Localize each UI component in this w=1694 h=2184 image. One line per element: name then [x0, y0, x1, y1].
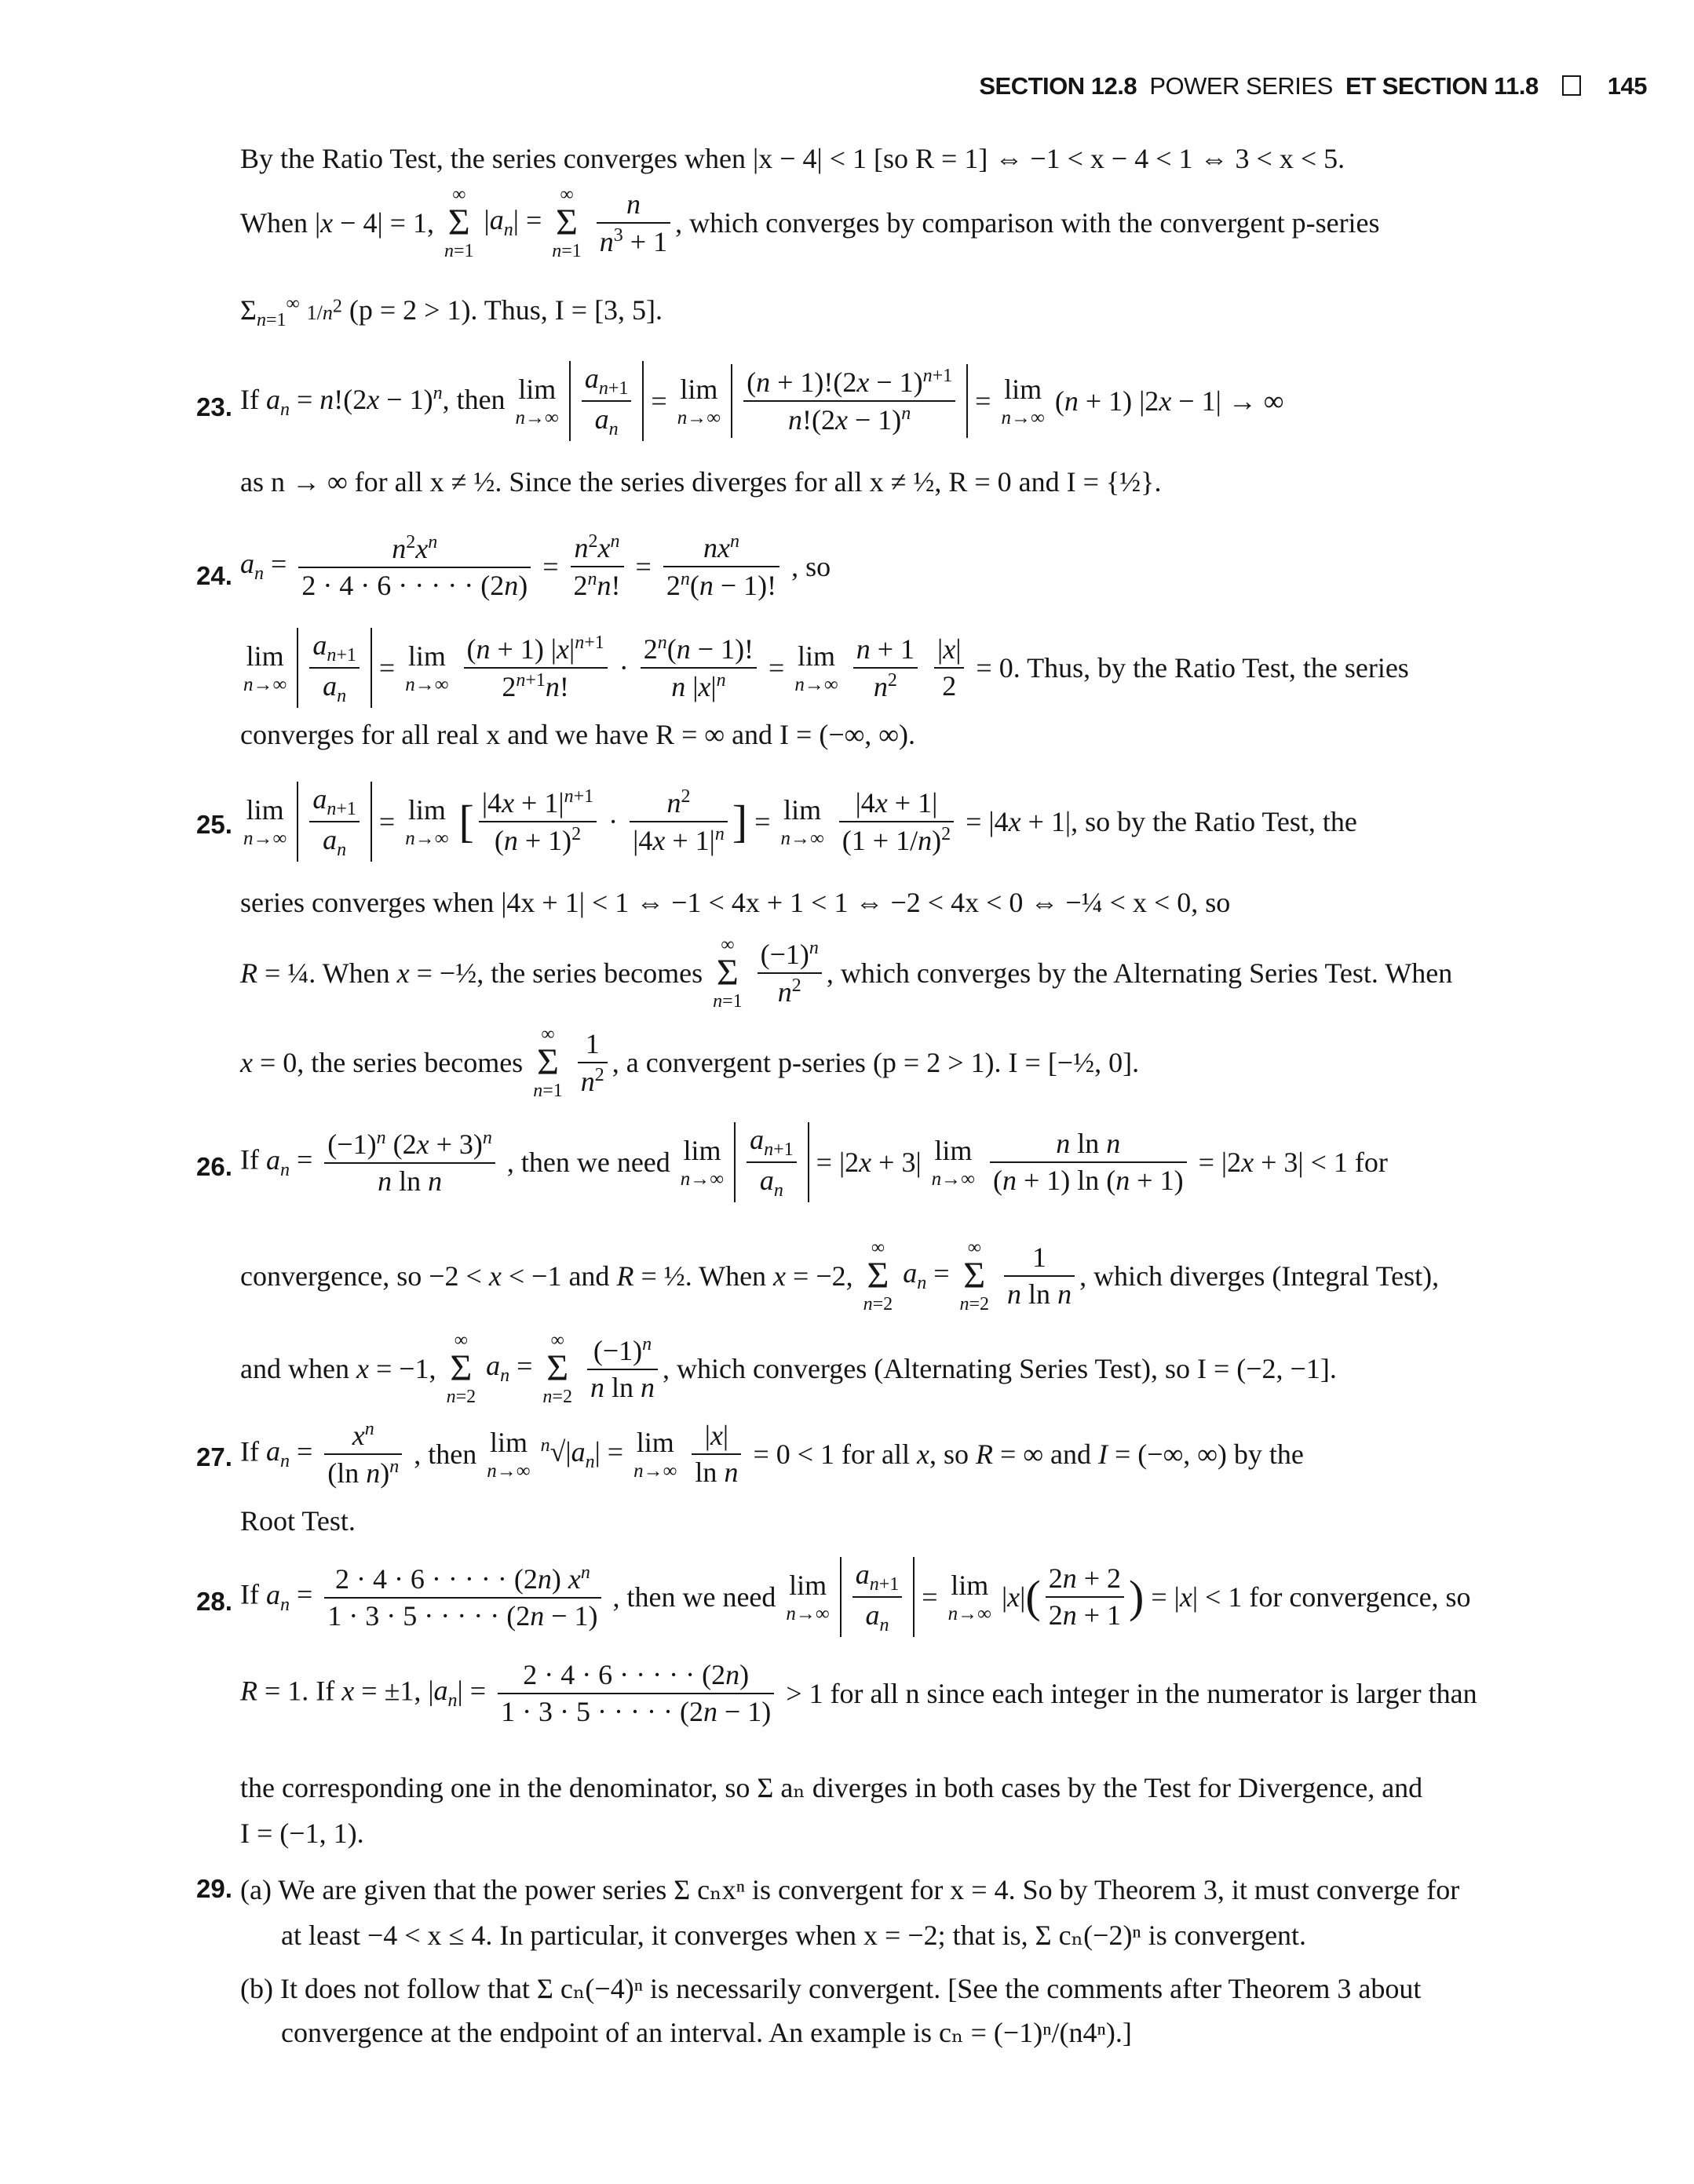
text-fragment: which diverges (Integral Test),	[1093, 1260, 1440, 1292]
text-fragment: which converges by the Alternating Series Test. When	[840, 957, 1453, 989]
fraction: $\frac{(-1)^n}{n^2}$	[758, 936, 822, 1010]
limit: lim n→∞	[786, 1569, 830, 1624]
sum-symbol: ∞ Σ n=1	[533, 1024, 563, 1101]
text-line: (a) We are given that the power series Σ cₙxⁿ is convergent for x = 4. So by Theorem 3, it must converge for	[240, 1874, 1460, 1905]
text-fragment: > 1 for all n since each integer in the numerator is larger than	[786, 1678, 1477, 1709]
limit: lim n→∞	[931, 1134, 975, 1190]
abs-value: $\frac{(n + 1)!(2x - 1)^{n+1}}{n!(2x - 1)^n}$	[731, 364, 968, 438]
text-line: By the Ratio Test, the series converges when |x − 4| < 1 [so R = 1] ⇔ −1 < x − 4 < 1 ⇔ 3 < x < 5.	[240, 143, 1345, 174]
problem-number: 29.	[196, 1874, 232, 1903]
text-line: I = (−1, 1).	[240, 1818, 364, 1849]
abs-value: $\frac{a_{n+1}}{a_n}$	[297, 628, 372, 708]
fraction: $\frac{1}{\text{n ln n}}$	[1004, 1240, 1075, 1312]
text-line: series converges when |4x + 1| < 1 ⇔ −1 < 4x + 1 < 1 ⇔ −2 < 4x < 0 ⇔ −¼ < x < 0, so	[240, 887, 1231, 918]
text-line: (b) It does not follow that Σ cₙ(−4)ⁿ is necessarily convergent. [See the comments after Theorem 3 about	[240, 1973, 1422, 2004]
sum-symbol: ∞ Σ n=1	[713, 935, 743, 1012]
fraction: $\frac{|4x + 1|^{n+1}}{(n + 1)^2}$	[479, 785, 597, 859]
formula-line: and when x = −1, ∞ Σ n=2 $a_n$ = ∞ Σ n=2 $\frac{(-1)^n}{\text{n ln n}}$ , which converges (Alternating Series Test), so I = (−2, −1].	[240, 1330, 1337, 1407]
text-fragment: which converges by comparison with the convergent p-series	[689, 207, 1380, 239]
formula-line: If $a_n$ = $\frac{2 \cdot 4 \cdot 6 \cdot \cdot \cdot \cdot \cdot (2n) x^n}{1 \cdot 3 \cdot 5 \cdot \cdot \cdot \cdot \cdot (2n - 1)}$ , then we need lim n→∞ $\frac{a_{n+1}}{a_n}$ = lim n→∞ |x|( $\frac{2n + 2}{2n + 1}$ ) = |x| < 1 for convergence, so	[240, 1559, 1471, 1636]
fraction: $\frac{|x|}{\text{ln n}}$	[692, 1418, 741, 1490]
formula-line: When |x − 4| = 1, ∞ Σ n=1 $|a_n|$ = ∞ Σ n=1 $\frac{n}{n^3 + 1}$ , which converges by comparison with the convergent p-series	[240, 184, 1380, 261]
text-fragment: a convergent p-series (p = 2 > 1). I = [−½, 0].	[626, 1047, 1140, 1078]
text-fragment: which converges (Alternating Series Test), so I = (−2, −1].	[676, 1353, 1337, 1384]
text-line: at least −4 < x ≤ 4. In particular, it converges when x = −2; that is, Σ cₙ(−2)ⁿ is convergent.	[281, 1920, 1307, 1951]
text-line: the corresponding one in the denominator, so Σ aₙ diverges in both cases by the Test for Divergence, and	[240, 1772, 1423, 1803]
problem-number: 24.	[196, 561, 232, 590]
text-fragment: (p = 2 > 1). Thus, I = [3, 5].	[349, 294, 663, 326]
fraction: $\frac{2 \cdot 4 \cdot 6 \cdot \cdot \cdot \cdot \cdot (2n)}{1 \cdot 3 \cdot 5 \cdot \cdot \cdot \cdot \cdot (2n - 1)}$	[498, 1657, 774, 1730]
et-section-label: ET SECTION 11.8	[1345, 72, 1539, 100]
formula-line: $\Sigma_{n=1}^\infty$ $1/n^2$ (p = 2 > 1). Thus, I = [3, 5].	[240, 294, 663, 331]
fraction: $\frac{n}{n^3 + 1}$	[597, 187, 670, 260]
formula-line: R = 1. If x = ±1, $|a_n|$ = $\frac{2 \cdot 4 \cdot 6 \cdot \cdot \cdot \cdot \cdot (2n)}{1 \cdot 3 \cdot 5 \cdot \cdot \cdot \cdot \cdot (2n - 1)}$ > 1 for all n since each integer in the numerator is larger than	[240, 1657, 1477, 1730]
fraction: $\frac{x^n}{(\ln n)^n}$	[324, 1417, 402, 1491]
limit: lim n→∞	[1001, 373, 1045, 428]
text-line: convergence at the endpoint of an interval. An example is cₙ = (−1)ⁿ/(n4ⁿ).]	[281, 2017, 1132, 2048]
fraction: $\frac{(-1)^n}{\text{n ln n}}$	[587, 1333, 658, 1406]
fraction: $\frac{2n + 2}{2n + 1}$	[1046, 1561, 1124, 1633]
formula-line: lim n→∞ $\frac{a_{n+1}}{a_n}$ = lim n→∞ [ $\frac{|4x + 1|^{n+1}}{(n + 1)^2}$ · $\frac{n^2}{|4x + 1|^n}$ ] = lim n→∞ $\frac{|4x + 1|}{(1 + 1/n)^2}$ = |4x + 1|, so by the Ratio Test, the	[243, 783, 1357, 861]
abs-value: $\frac{a_{n+1}}{a_n}$	[734, 1122, 809, 1202]
formula-line: x = 0, the series becomes ∞ Σ n=1 $\frac{1}{n^2}$ , a convergent p-series (p = 2 > 1). I = [−½, 0].	[240, 1024, 1140, 1101]
problem-number: 26.	[196, 1152, 232, 1181]
fraction: $\frac{nx^n}{2^n(n - 1)!}$	[663, 530, 779, 603]
formula-line: If $a_n$ = $\frac{(-1)^n (2x + 3)^n}{\text{n ln n}}$ , then we need lim n→∞ $\frac{a_{n+1}}{a_n}$ = |2x + 3| lim n→∞ $\frac{\text{n ln n}}{(n + 1) \ln (n + 1)}$ = |2x + 3| < 1 for	[240, 1124, 1388, 1201]
limit: lim n→∞	[794, 640, 838, 695]
problem-number: 23.	[196, 392, 232, 421]
fraction: $\frac{2^n(n - 1)!}{n |x|^n}$	[641, 631, 757, 705]
abs-value: $\frac{a_{n+1}}{a_n}$	[297, 782, 372, 862]
limit: lim n→∞	[947, 1569, 991, 1624]
problem-number: 28.	[196, 1587, 232, 1616]
formula-line: lim n→∞ $\frac{a_{n+1}}{a_n}$ = lim n→∞ $\frac{(n + 1) |x|^{n+1}}{2^{n+1}n!}$ · $\frac{2^n(n - 1)!}{n |x|^n}$ = lim n→∞ $\frac{n + 1}{n^2}$ $\frac{|x|}{2}$ = 0. Thus, by the Ratio Test, the series	[243, 629, 1409, 707]
limit: lim n→∞	[515, 373, 559, 428]
sum-symbol: ∞ Σ n=1	[552, 184, 582, 261]
limit: lim n→∞	[243, 793, 287, 849]
fraction: $\frac{n^2x^n}{2 \cdot 4 \cdot 6 \cdot \cdot \cdot \cdot \cdot (2n)}$	[298, 531, 531, 603]
problem-number: 25.	[196, 810, 232, 839]
fraction: $\frac{1}{n^2}$	[578, 1026, 608, 1099]
limit: lim n→∞	[243, 640, 287, 695]
problem-number: 27.	[196, 1442, 232, 1471]
square-icon	[1562, 75, 1581, 96]
section-title: POWER SERIES	[1149, 72, 1333, 100]
abs-value: $\frac{a_{n+1}}{a_n}$	[569, 361, 644, 441]
sum-symbol: ∞ Σ n=2	[446, 1330, 476, 1407]
fraction: $\frac{n^2}{|4x + 1|^n}$	[630, 785, 728, 859]
limit: lim n→∞	[780, 793, 824, 849]
sum-symbol: ∞ Σ n=1	[444, 184, 474, 261]
limit: lim n→∞	[487, 1426, 531, 1482]
sum-symbol: ∞ Σ n=2	[959, 1238, 990, 1314]
formula-line: R = ¼. When x = −½, the series becomes ∞ Σ n=1 $\frac{(-1)^n}{n^2}$ , which converges by the Alternating Series Test. When	[240, 935, 1453, 1012]
formula-line: convergence, so −2 < x < −1 and R = ½. When x = −2, ∞ Σ n=2 $a_n$ = ∞ Σ n=2 $\frac{1}{\text{n ln n}}$ , which diverges (Integral Test),	[240, 1238, 1440, 1314]
limit: lim n→∞	[405, 793, 449, 849]
page-number: 145	[1607, 72, 1647, 100]
text-line: Root Test.	[240, 1505, 356, 1537]
sum-symbol: ∞ Σ n=2	[863, 1238, 893, 1314]
sum-symbol: ∞ Σ n=2	[542, 1330, 572, 1407]
fraction: $\frac{|4x + 1|}{(1 + 1/n)^2}$	[839, 786, 954, 859]
text-line: as n → ∞ for all x ≠ ½. Since the series diverges for all x ≠ ½, R = 0 and I = {½}.	[240, 466, 1162, 498]
fraction: $\frac{(n + 1) |x|^{n+1}}{2^{n+1}n!}$	[464, 631, 608, 705]
abs-value: $\frac{a_{n+1}}{a_n}$	[840, 1557, 915, 1637]
limit: lim n→∞	[405, 640, 449, 695]
fraction: $\frac{n^2x^n}{2^nn!}$	[571, 530, 624, 603]
fraction: $\frac{2 \cdot 4 \cdot 6 \cdot \cdot \cdot \cdot \cdot (2n) x^n}{1 \cdot 3 \cdot 5 \cdot \cdot \cdot \cdot \cdot (2n - 1)}$	[324, 1561, 601, 1634]
page-header	[979, 72, 1647, 100]
fraction: $\frac{(-1)^n (2x + 3)^n}{\text{n ln n}}$	[324, 1126, 495, 1199]
formula-line: $a_n$ = $\frac{n^2x^n}{2 \cdot 4 \cdot 6 \cdot \cdot \cdot \cdot \cdot (2n)}$ = $\frac{n^2x^n}{2^nn!}$ = $\frac{nx^n}{2^n(n - 1)!}$ , so	[240, 530, 831, 603]
fraction: $\frac{|x|}{2}$	[934, 632, 964, 704]
limit: lim n→∞	[633, 1426, 677, 1482]
limit: lim n→∞	[677, 373, 721, 428]
text-line: converges for all real x and we have R = ∞ and I = (−∞, ∞).	[240, 719, 915, 750]
fraction: $\frac{\text{n ln n}}{(n + 1) \ln (n + 1)}$	[990, 1126, 1187, 1198]
section-label: SECTION 12.8	[979, 72, 1137, 100]
formula-line: If $a_n$ = $\frac{x^n}{(\ln n)^n}$ , then lim n→∞ $^n√|a_n| = \lim$ n→∞ $\frac{|x|}{\text{ln n}}$ = 0 < 1 for all x, so R = ∞ and I = (−∞, ∞) by the	[240, 1417, 1304, 1491]
fraction: $\frac{n + 1}{n^2}$	[853, 632, 918, 705]
formula-line: If $a_n = n!(2x - 1)^n$, then lim n→∞ $\frac{a_{n+1}}{a_n}$ = lim n→∞ $\frac{(n + 1)!(2x - 1)^{n+1}}{n!(2x - 1)^n}$ = lim n→∞ (n + 1) |2x − 1| → ∞	[240, 363, 1284, 440]
limit: lim n→∞	[680, 1134, 725, 1190]
